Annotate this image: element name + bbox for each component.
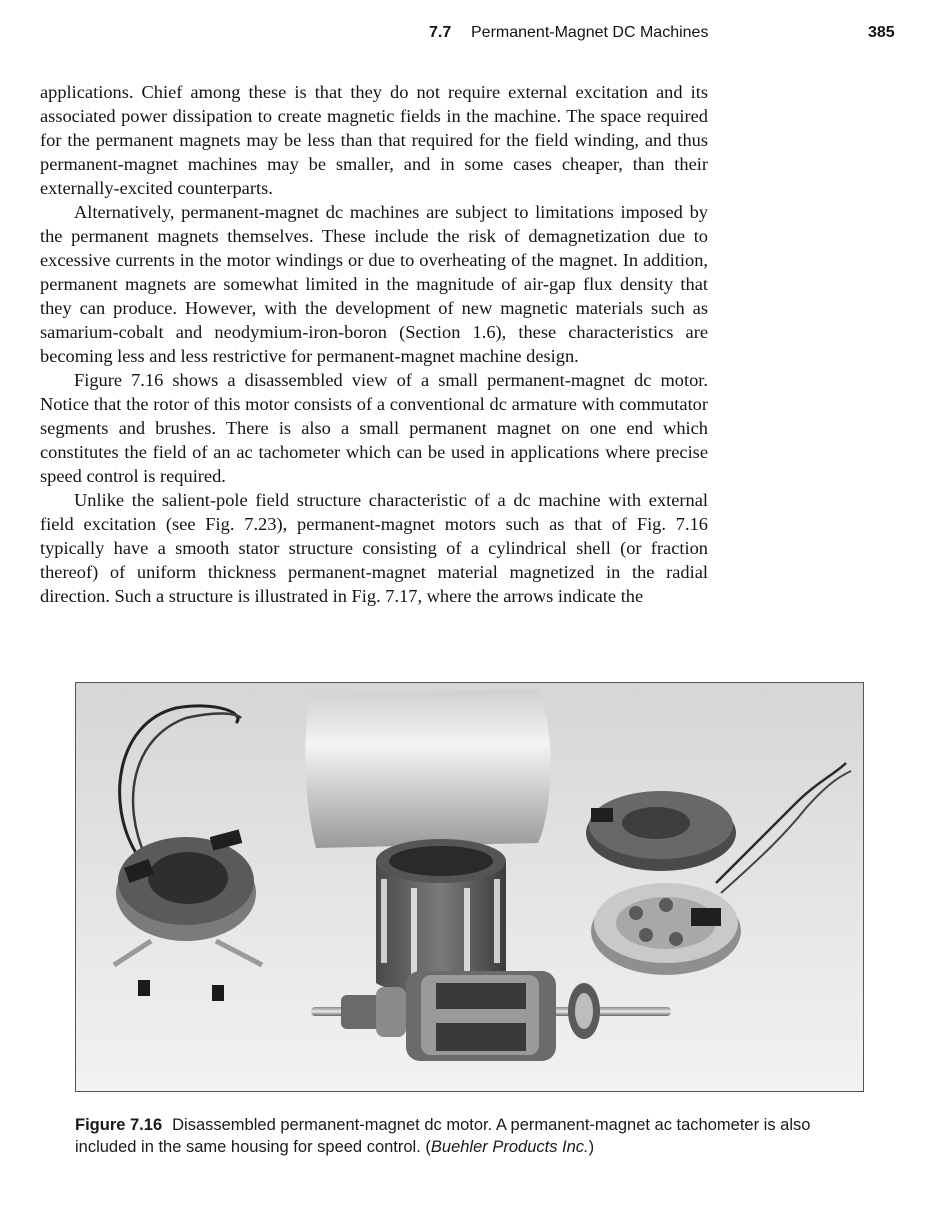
paragraph-1: applications. Chief among these is that they do not require external excitation and its associated power dissipation to create magnetic fields in the machine. The space required for the permanent magnets may be less than that required for the field winding, and thus permanent-magnet machines may be smaller, and in some cases cheaper, than their externally-excited counterparts.: [40, 82, 708, 198]
motor-photograph: [75, 682, 864, 1092]
figure-label: Figure 7.16: [75, 1116, 163, 1134]
body-text: [40, 80, 708, 608]
caption-credit: Buehler Products Inc.: [430, 1138, 589, 1156]
tachometer-housing: [586, 791, 736, 871]
paragraph-3: Figure 7.16 shows a disassembled view of a small permanent-magnet dc motor. Notice that the rotor of this motor consists of a conventional dc armature with commutator segments and brushes. There is also a small permanent magnet on one end which constitutes the field of an ac tachometer which can be used in applications where precise speed control is required.: [40, 370, 708, 486]
figure-caption: [75, 1114, 835, 1158]
page-number: 385: [868, 24, 895, 41]
caption-text: Disassembled permanent-magnet dc motor. A permanent-magnet ac tachometer is also included in the same housing for speed control. (: [75, 1116, 811, 1156]
motor-housing: [305, 689, 550, 848]
section-title: Permanent-Magnet DC Machines: [471, 24, 709, 41]
paragraph-2: Alternatively, permanent-magnet dc machines are subject to limitations imposed by the permanent magnets themselves. These include the risk of demagnetization due to excessive currents in the motor windings or due to overheating of the magnet. In addition, permanent magnets are somewhat limited in the magnitude of air-gap flux density that they can produce. However, with the development of new magnetic materials such as samarium-cobalt and neodymium-iron-boron (Section 1.6), these characteristics are becoming less and less restrictive for permanent-magnet machine design.: [40, 202, 708, 366]
section-number: 7.7: [429, 24, 452, 41]
paragraph-4: Unlike the salient-pole field structure characteristic of a dc machine with external field excitation (see Fig. 7.23), permanent-magnet motors such as that of Fig. 7.16 typically have a smooth stator structure consisting of a cylindrical shell (or fraction thereof) of uniform thickness permanent-magnet material magnetized in the radial direction. Such a structure is illustrated in Fig. 7.17, where the arrows indicate the: [40, 490, 708, 606]
running-head: [0, 24, 936, 46]
caption-end: ): [588, 1138, 595, 1156]
